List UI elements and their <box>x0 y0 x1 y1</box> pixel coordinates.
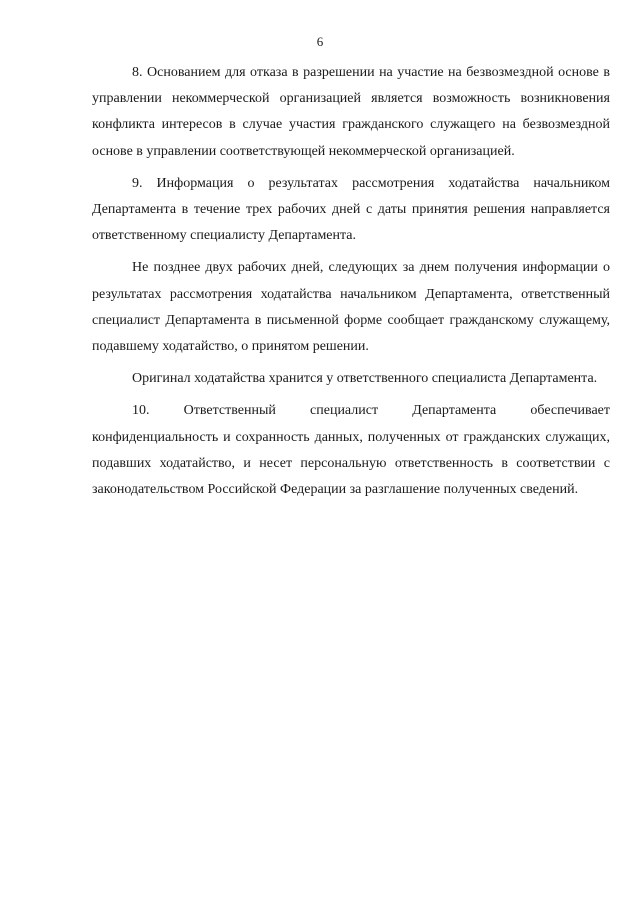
paragraph-9: 9. Информация о результатах рассмотрения ходатайства начальником Департамента в течение трех рабочих дней с даты принятия решения направляется ответственному специалисту Департамента. <box>92 175 610 244</box>
page-number: 6 <box>316 34 324 49</box>
paragraph-10: 10. Ответственный специалист Департамента обеспечивает конфиденциальность и сохранность данных, полученных от гражданских служащих, подавших ходатайство, и несет персональную ответственность в соответствии с законодательством Российской Федерации за разглашение полученных сведений. <box>92 403 610 498</box>
paragraph-8: 8. Основанием для отказа в разрешении на участие на безвозмездной основе в управлении некоммерческой организацией является возможность возникновения конфликта интересов в случае участия гражданского служащего на безвозмездной основе в управлении соответствующей некоммерческой организацией. <box>92 65 610 159</box>
document-body <box>92 60 610 509</box>
paragraph-notification: Не позднее двух рабочих дней, следующих за днем получения информации о результатах рассмотрения ходатайства начальником Департамента, ответственный специалист Департамента в письменной форме сообщает гражданскому служащему, подавшему ходатайство, о принятом решении. <box>92 260 610 355</box>
paragraph-original-storage: Оригинал ходатайства хранится у ответственного специалиста Департамента. <box>132 371 598 387</box>
